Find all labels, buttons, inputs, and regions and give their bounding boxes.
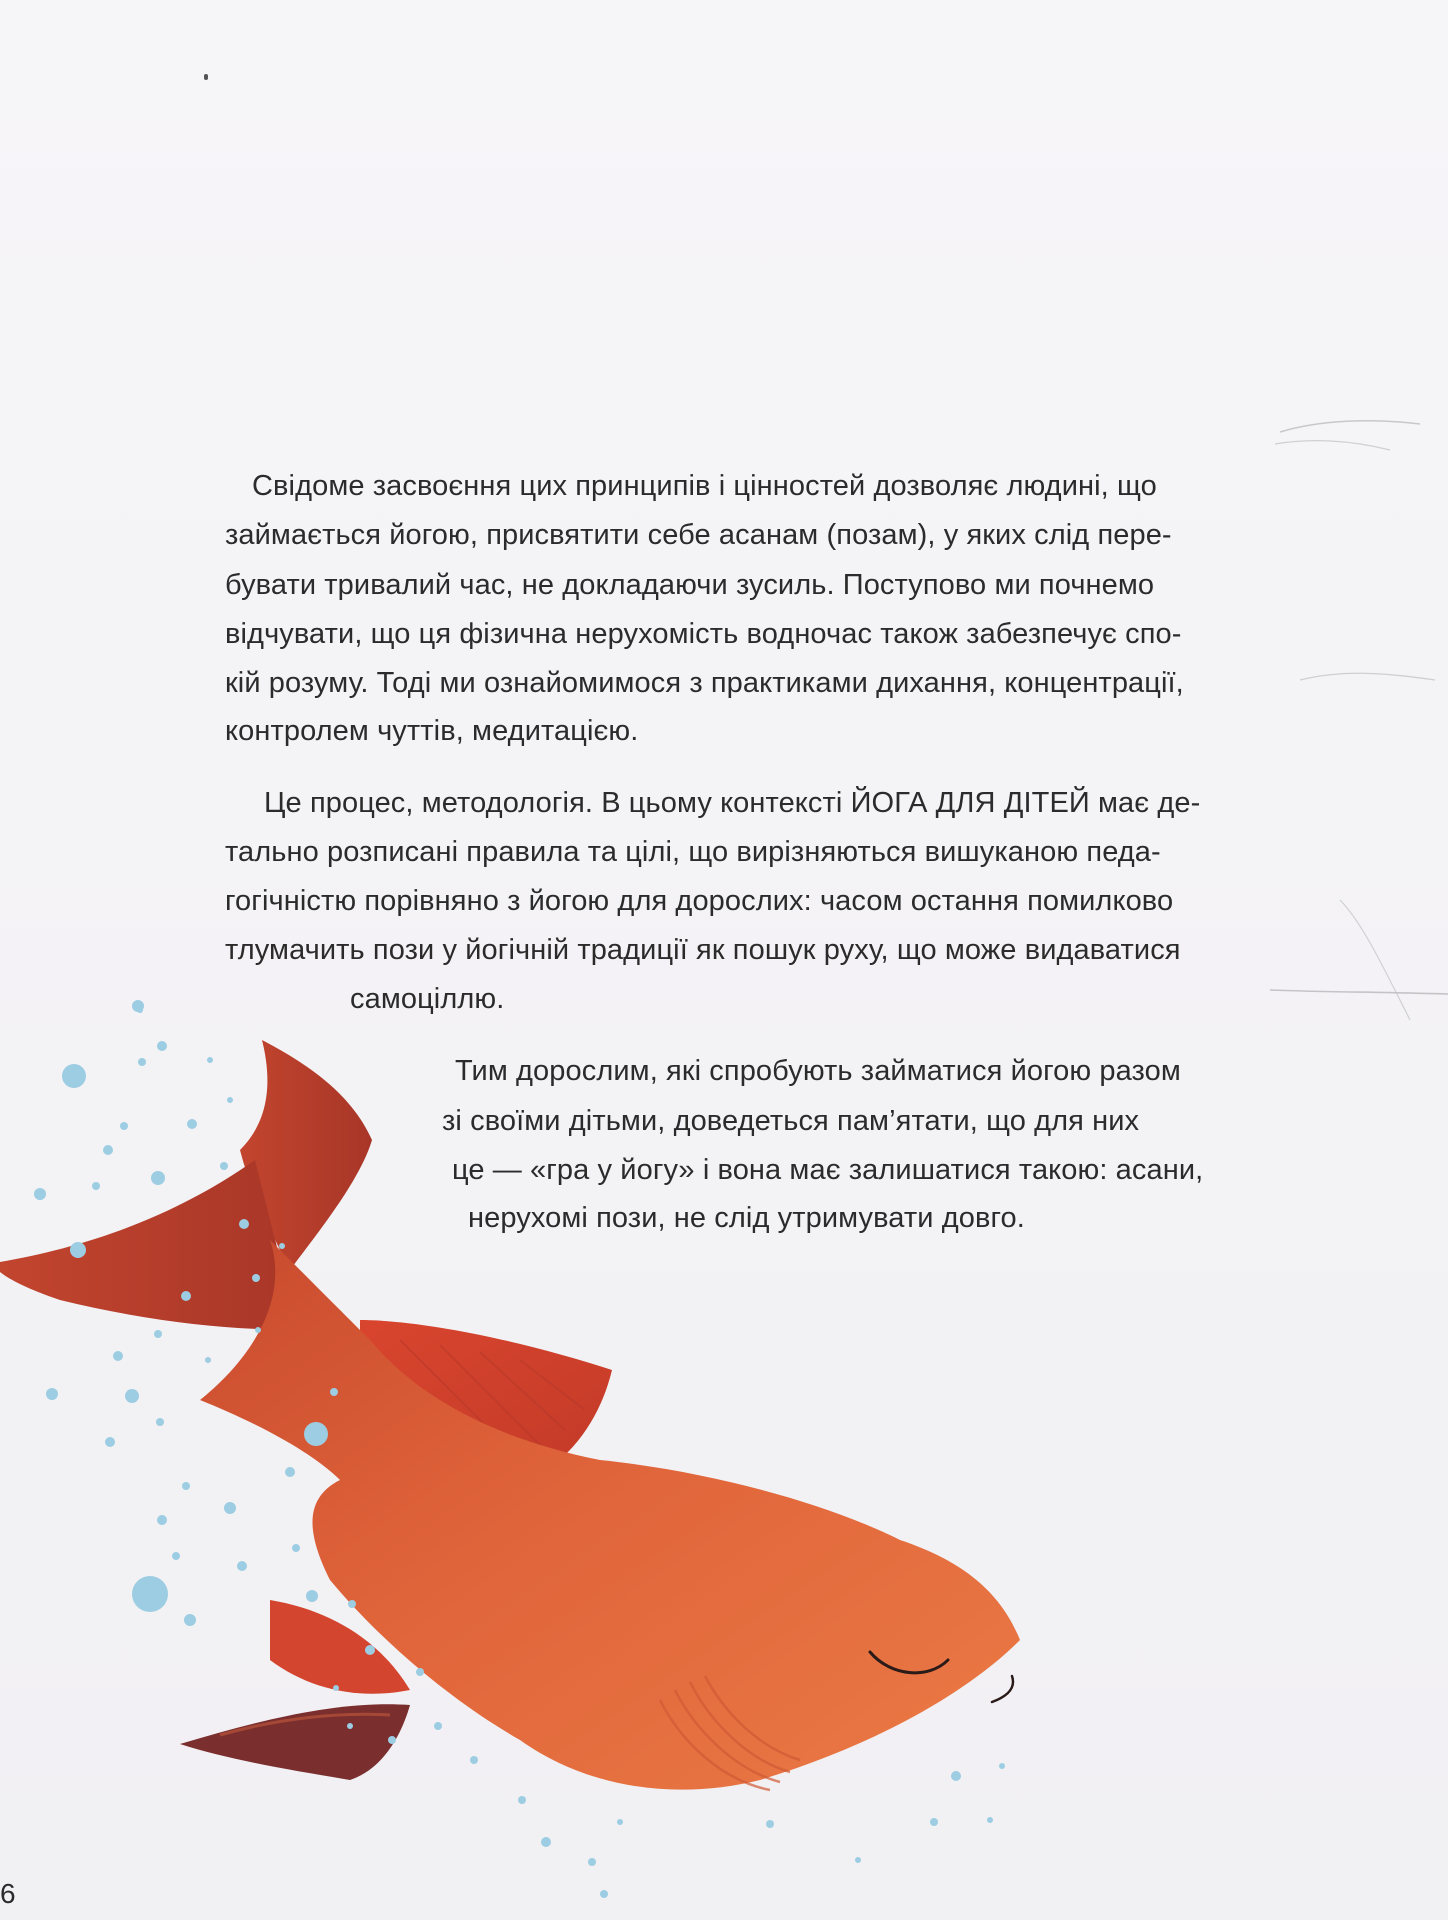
text-line: зі своїми дітьми, доведеться пам’ятати, що для них <box>442 1105 1140 1137</box>
text-line: контролем чуттів, медитацією. <box>225 715 639 747</box>
text-line: Це процес, методологія. В цьому контексті ЙОГА ДЛЯ ДІТЕЙ має де- <box>264 787 1201 819</box>
tail-lower <box>0 1160 300 1330</box>
fish-illustration <box>0 1000 1060 1920</box>
text-line: займається йогою, присвятити себе асанам (позам), у яких слід пере- <box>225 519 1172 551</box>
text-line: самоціллю. <box>350 983 505 1015</box>
text-line: тально розписані правила та цілі, що вирізняються вишуканою педа- <box>225 836 1161 868</box>
text-line: тлумачить пози у йогічній традиції як пошук руху, що може видаватися <box>225 934 1181 966</box>
pencil-marks <box>1260 380 1448 1040</box>
text-line: гогічністю порівняно з йогою для дорослих: часом остання помилково <box>225 885 1174 917</box>
text-line: бувати тривалий час, не докладаючи зусиль. Поступово ми почнемо <box>225 569 1155 601</box>
text-line: Свідоме засвоєння цих принципів і цінностей дозволяє людині, що <box>252 470 1157 502</box>
text-line: відчувати, що ця фізична нерухомість водночас також забезпечує спо- <box>225 618 1182 650</box>
page-number: 6 <box>0 1878 16 1909</box>
fish-body <box>200 1240 1020 1790</box>
paper-speck <box>204 74 208 80</box>
text-line: Тим дорослим, які спробують займатися йогою разом <box>455 1055 1181 1087</box>
text-line: нерухомі пози, не слід утримувати довго. <box>468 1202 1025 1234</box>
fish-mouth <box>992 1676 1013 1702</box>
text-line: кій розуму. Тоді ми ознайомимося з практиками дихання, концентрації, <box>225 667 1184 699</box>
text-line: це — «гра у йогу» і вона має залишатися такою: асани, <box>452 1154 1204 1186</box>
